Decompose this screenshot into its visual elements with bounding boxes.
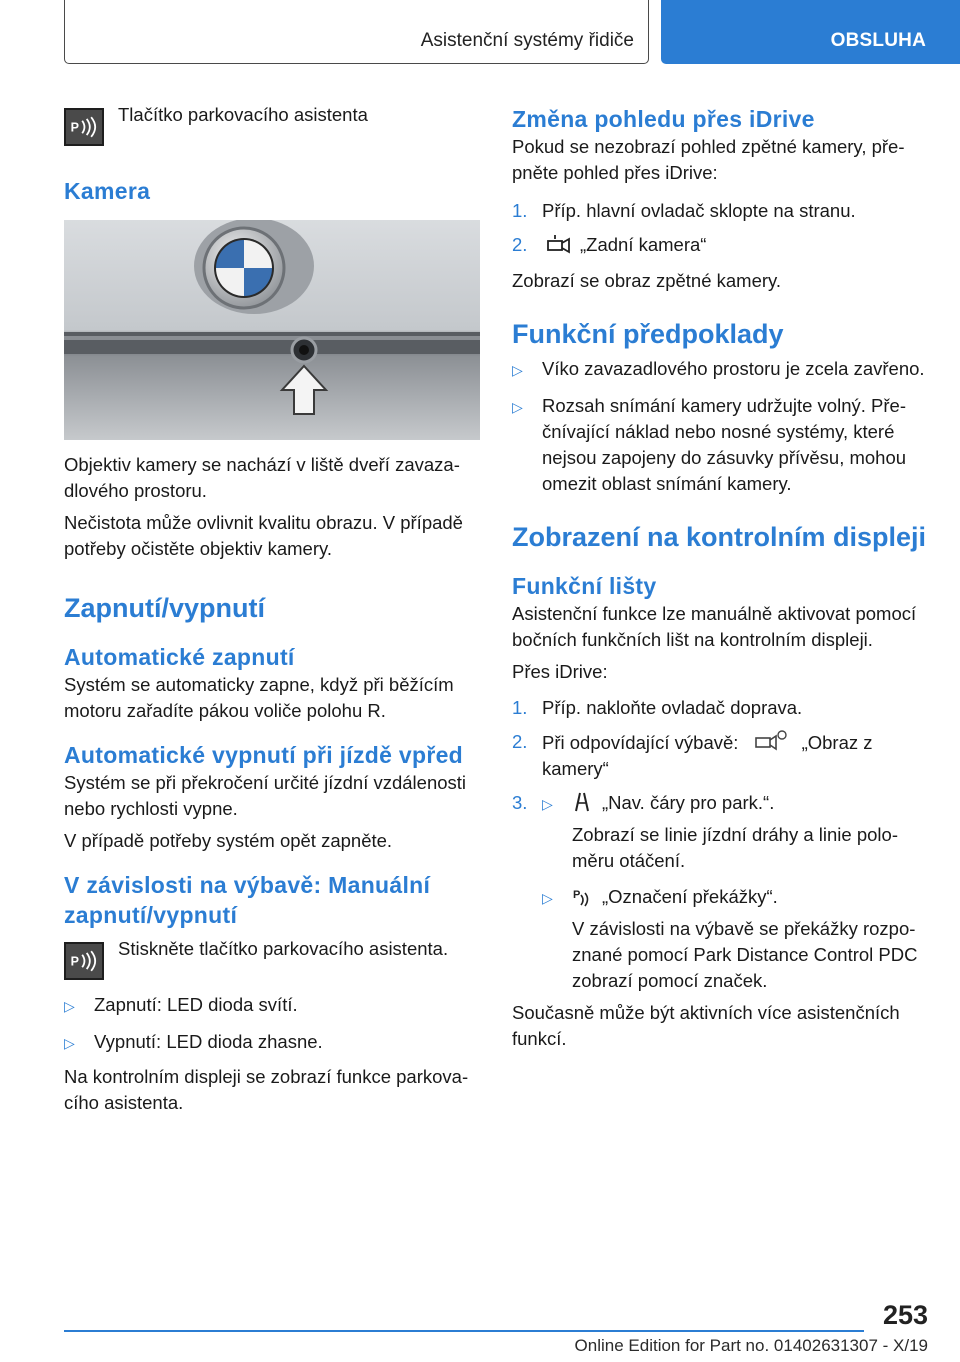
control-display-heading: Zobrazení na kontrolním displeji	[512, 522, 927, 552]
bullet-triangle-icon: ▷	[542, 796, 553, 812]
led-status-list	[64, 992, 480, 1056]
bullet-triangle-icon: ▷	[512, 362, 523, 378]
header-frame	[64, 0, 649, 64]
left-column	[64, 100, 480, 1116]
bullet-triangle-icon: ▷	[542, 890, 553, 906]
view-result-text: Zobrazí se obraz zpětné kamery.	[512, 270, 782, 291]
parking-lines-icon	[572, 791, 592, 813]
requirements-heading: Funkční předpoklady	[512, 319, 784, 349]
bullet-triangle-icon: ▷	[64, 1035, 75, 1051]
auto-off-heading: Automatické vypnutí při jízdě vpřed	[64, 742, 464, 768]
list-item: 1. Příp. nakloňte ovladač doprava.	[512, 697, 803, 718]
view-change-steps	[512, 198, 932, 258]
park-assist-button-icon	[64, 942, 104, 980]
bullet-triangle-icon: ▷	[512, 399, 523, 415]
list-item: ▷ Vypnutí: LED dioda zhasne.	[64, 1029, 480, 1056]
page-number: 253	[882, 1300, 928, 1330]
manual-button-row	[64, 934, 480, 980]
list-item: ▷ Rozsah snímání kamery udržujte volný. Přečnívající náklad nebo nosné systémy, které nejsou zapojeny do zásuvky přívěsu, mohou omezit oblast snímání kamery.	[512, 393, 932, 497]
manual-button-text: Stiskněte tlačítko parkovacího asistenta.	[118, 938, 449, 959]
section-tab	[661, 0, 960, 64]
list-item: 2. „Zadní kamera“	[512, 234, 707, 255]
park-assist-button-icon	[64, 108, 104, 146]
camera-settings-icon	[754, 729, 788, 753]
bullet-triangle-icon: ▷	[64, 998, 75, 1014]
closing-text: Současně může být aktivních více asistenčních funkcí.	[512, 1002, 900, 1049]
list-item: ▷ Víko zavazadlového prostoru je zcela zavřeno.	[512, 356, 932, 383]
list-item: ▷ Zapnutí: LED dioda svítí.	[64, 992, 480, 1019]
svg-text:P: P	[573, 889, 581, 901]
list-item: 2. Při odpovídající výbavě: „Obraz z kamery“	[512, 731, 873, 779]
auto-on-text: Systém se automaticky zapne, když při běžícím motoru zařadíte pákou voliče polohu R.	[64, 674, 454, 721]
section-title: Asistenční systémy řidiče	[420, 30, 634, 51]
view-change-text: Pokud se nezobrazí pohled zpětné kamery, přepněte pohled přes iDrive:	[512, 136, 905, 183]
rear-camera-icon	[546, 233, 572, 255]
function-bars-heading: Funkční lišty	[512, 573, 657, 599]
list-item: 1. Příp. hlavní ovladač sklopte na stranu.	[512, 200, 856, 221]
svg-text:P: P	[70, 954, 79, 969]
sub-options: ▷ „Nav. čáry pro park.“. Zobrazí se linie jízdní dráhy a linie poloměru otáčení. ▷ P „Označení překážky“. V závislosti na výbavě se překážky rozpoznané pomocí Park Distance Control PDC zobrazí pomocí značek.	[542, 790, 932, 994]
camera-cleaning-text: Nečistota může ovlivnit kvalitu obrazu. V případě potřeby očistěte objektiv kamery.	[64, 512, 463, 559]
auto-off-reactivate-text: V případě potřeby systém opět zapněte.	[64, 830, 393, 851]
obstacle-marking-desc: V závislosti na výbavě se překážky rozpoznané pomocí Park Distance Control PDC zobrazí pomocí značek.	[572, 918, 918, 991]
park-assist-button-row	[64, 100, 480, 146]
camera-heading: Kamera	[64, 178, 151, 204]
on-off-heading: Zapnutí/vypnutí	[64, 593, 265, 623]
rear-camera-photo	[64, 220, 480, 440]
function-bars-text: Asistenční funkce lze manuálně aktivovat pomocí bočních funkčních lišt na kontrolním displeji.	[512, 603, 917, 650]
svg-text:P: P	[70, 120, 79, 135]
manual-heading: V závislosti na výbavě: Manuální zapnutí/vypnutí	[64, 872, 431, 928]
view-change-heading: Změna pohledu přes iDrive	[512, 106, 815, 132]
requirements-list	[512, 356, 932, 497]
obstacle-marking-icon	[572, 885, 592, 907]
display-functions-text: Na kontrolním displeji se zobrazí funkce parkovacího asistenta.	[64, 1066, 469, 1113]
via-idrive-text: Přes iDrive:	[512, 661, 608, 682]
edition-text: Online Edition for Part no. 01402631307 - X/19	[574, 1336, 928, 1355]
right-column	[512, 100, 932, 1052]
camera-location-text: Objektiv kamery se nachází v liště dveří zavazadlového prostoru.	[64, 454, 460, 501]
parking-lines-desc: Zobrazí se linie jízdní dráhy a linie poloměru otáčení.	[572, 824, 898, 871]
section-tab-label: OBSLUHA	[830, 30, 926, 51]
auto-off-text: Systém se při překročení určité jízdní vzdálenosti nebo rychlosti vypne.	[64, 772, 467, 819]
list-item: 3. ▷ „Nav. čáry pro park.“. Zobrazí se linie jízdní dráhy a linie poloměru otáčení. ▷ P „Označení překážky“. V závislosti na výbavě se překážky rozpoznané pomocí Park Distance Control PDC zobrazí pomocí značek.	[512, 790, 932, 994]
park-assist-button-label: Tlačítko parkovacího asistenta	[118, 104, 368, 125]
auto-on-heading: Automatické zapnutí	[64, 644, 295, 670]
function-bar-steps	[512, 695, 932, 994]
footer-divider	[64, 1330, 864, 1332]
